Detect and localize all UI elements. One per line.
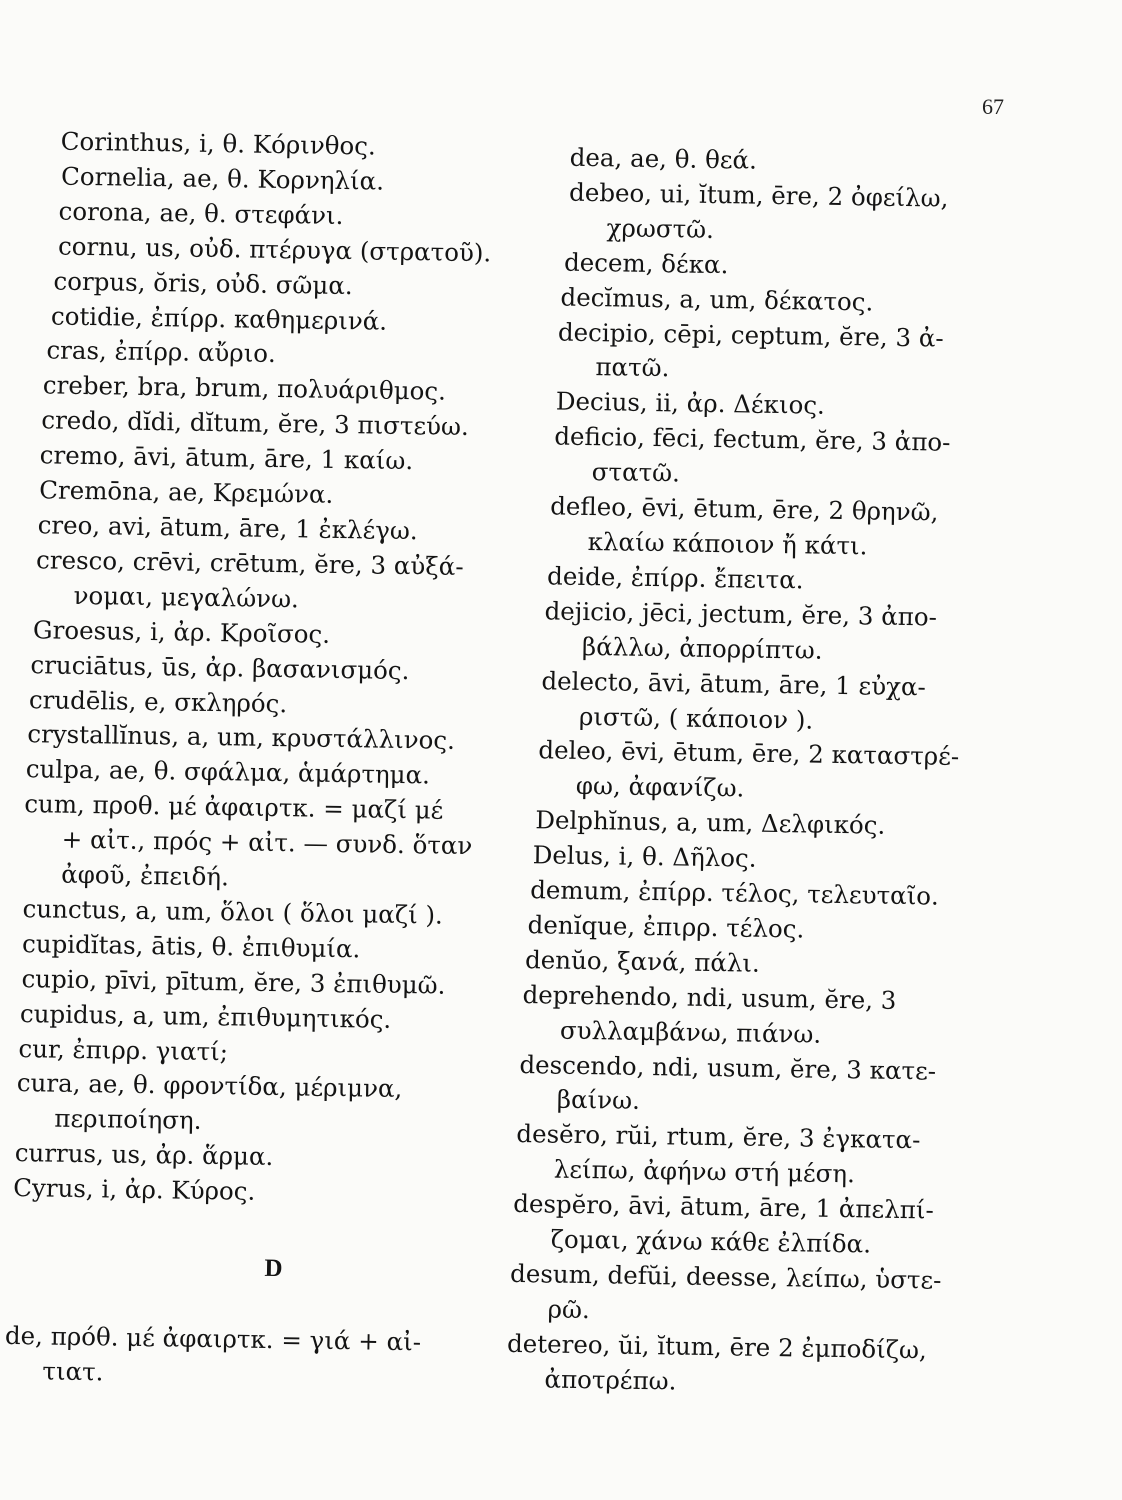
- entry-text: Delphĭnus, a, um, Δελφικός.: [535, 805, 886, 840]
- entry-text: corona, ae, θ. στεφάνι.: [58, 196, 344, 230]
- entry-continuation: συλλαμβάνω, πιάνω.: [559, 1015, 822, 1049]
- entry-continuation: + αἰτ., πρός + αἰτ. — συνδ. ὅταν: [61, 824, 473, 861]
- entry-text: demum, ἐπίρρ. τέλος, τελευταῖο.: [529, 875, 940, 911]
- entry-text: cura, ae, θ. φροντίδα, μέριμνα,: [16, 1068, 403, 1104]
- entry-continuation: ζομαι, χάνω κάθε ἐλπίδα.: [550, 1224, 872, 1259]
- entry-continuation: ρῶ.: [547, 1294, 591, 1325]
- entry-text: cornu, us, οὐδ. πτέρυγα (στρατοῦ).: [57, 231, 492, 268]
- entry-continuation: τιατ.: [42, 1356, 104, 1387]
- right-column: [506, 140, 1018, 1404]
- entry-text: cremo, āvi, ātum, āre, 1 καίω.: [39, 440, 414, 476]
- entry-continuation: ἀφοῦ, ἐπειδή.: [60, 859, 230, 892]
- entry-text: debeo, ui, ĭtum, ēre, 2 ὀφείλω,: [568, 177, 949, 213]
- entry-text: cunctus, a, um, ὅλοι ( ὅλοι μαζί ).: [22, 894, 444, 930]
- dictionary-entry: [524, 175, 1017, 253]
- entry-text: delecto, āvi, ātum, āre, 1 εὐχα-: [541, 665, 927, 701]
- entry-text: Cornelia, ae, θ. Κορνηλία.: [60, 161, 385, 196]
- left-column: [4, 124, 529, 1397]
- dictionary-entry: [511, 1047, 1004, 1125]
- entry-continuation: ἀποτρέπω.: [544, 1364, 677, 1396]
- entry-text: cupidĭtas, ātis, θ. ἐπιθυμία.: [21, 928, 361, 964]
- dictionary-entry: [517, 664, 1010, 742]
- entry-text: Delus, i, θ. Δῆλος.: [532, 840, 757, 873]
- entry-text: denĭque, ἐπιρρ. τέλος.: [527, 910, 805, 944]
- entry-text: culpa, ae, θ. σφάλμα, ἁμάρτημα.: [25, 754, 431, 790]
- dictionary-entry: [16, 543, 522, 621]
- entry-text: decĭmus, a, um, δέκατος.: [560, 282, 874, 317]
- entry-text: currus, us, ἀρ. ἅρμα.: [14, 1138, 274, 1172]
- dictionary-entry: [4, 1319, 510, 1397]
- dictionary-entry: [516, 733, 1009, 811]
- entry-text: Cyrus, i, ἀρ. Κύρος.: [13, 1173, 256, 1206]
- entry-text: dea, ae, θ. θεά.: [569, 142, 758, 175]
- dictionary-entry: [521, 419, 1014, 497]
- entry-text: crystallĭnus, a, um, κρυστάλλινος.: [27, 719, 456, 756]
- entry-continuation: λείπω, ἀφήνω στή μέση.: [553, 1154, 856, 1189]
- dictionary-entry: [519, 489, 1012, 567]
- dictionary-entry: [508, 1187, 1001, 1265]
- dictionary-entry: [506, 1327, 999, 1405]
- dictionary-entry: [8, 1066, 514, 1144]
- entry-continuation: κλαίω κάποιον ἤ κάτι.: [587, 526, 868, 561]
- entry-text: Corinthus, i, θ. Κόρινθος.: [60, 126, 377, 161]
- entry-text: defleo, ēvi, ētum, ēre, 2 θρηνῶ,: [550, 491, 939, 527]
- entry-text: Groesus, i, ἀρ. Κροῖσος.: [32, 614, 331, 649]
- entry-text: detereo, ŭi, ĭtum, ēre 2 ἐμποδίζω,: [506, 1328, 927, 1365]
- entry-text: credo, dĭdi, dĭtum, ĕre, 3 πιστεύω.: [41, 405, 470, 442]
- entry-text: creo, avi, ātum, āre, 1 ἐκλέγω.: [37, 510, 418, 546]
- entry-text: crudēlis, e, σκληρός.: [28, 684, 288, 718]
- entry-text: desĕro, rŭi, rtum, ĕre, 3 ἐγκατα-: [516, 1119, 921, 1155]
- dictionary-entry: [507, 1257, 1000, 1335]
- dictionary-entry: [522, 315, 1015, 393]
- entry-text: despĕro, āvi, ātum, āre, 1 ἀπελπί-: [513, 1189, 934, 1225]
- entry-continuation: βαίνω.: [556, 1085, 641, 1116]
- entry-text: cresco, crēvi, crētum, ĕre, 3 αὐξά-: [35, 545, 464, 581]
- dictionary-entry: [510, 1117, 1003, 1195]
- entry-continuation: πατῶ.: [595, 352, 670, 383]
- entry-text: cupidus, a, um, ἐπιθυμητικός.: [19, 998, 392, 1034]
- section-letter-heading: D: [264, 1255, 283, 1283]
- page-number: 67: [982, 94, 1004, 119]
- entry-text: decem, δέκα.: [563, 247, 729, 279]
- entry-continuation: νομαι, μεγαλώνω.: [73, 580, 300, 614]
- dictionary-entry: [12, 787, 518, 865]
- entry-text: cruciātus, ūs, ἀρ. βασανισμός.: [30, 649, 410, 685]
- entry-text: cur, ἐπιρρ. γιατί;: [18, 1033, 229, 1066]
- entry-continuation: βάλλω, ἀπορρίπτω.: [581, 631, 823, 665]
- entry-text: cum, προθ. μέ ἀφαιρτκ. = μαζί μέ: [24, 789, 444, 825]
- entry-text: denŭo, ξανά, πάλι.: [524, 944, 761, 978]
- entry-text: deprehendo, ndi, usum, ĕre, 3: [522, 979, 897, 1015]
- entry-continuation: στατῶ.: [591, 457, 681, 488]
- entry-text: desum, defŭi, deesse, λείπω, ὑστε-: [509, 1258, 942, 1295]
- entry-text: corpus, ŏris, οὐδ. σῶμα.: [53, 266, 353, 300]
- entry-text: cotidie, ἐπίρρ. καθημερινά.: [50, 300, 388, 336]
- dictionary-entry: [518, 594, 1011, 672]
- entry-text: de, πρόθ. μέ ἀφαιρτκ. = γιά + αἰ-: [4, 1320, 422, 1357]
- entry-text: cupio, pīvi, pītum, ĕre, 3 ἐπιθυμῶ.: [21, 963, 446, 1000]
- entry-text: deficio, fēci, fectum, ĕre, 3 ἀπο-: [554, 421, 951, 457]
- entry-continuation: ριστῶ, ( κάποιον ).: [578, 701, 814, 735]
- entry-text: decipio, cēpi, ceptum, ĕre, 3 ἀ-: [557, 317, 944, 353]
- entry-continuation: χρωστῶ.: [606, 213, 715, 244]
- entry-text: deleo, ēvi, ētum, ēre, 2 καταστρέ-: [538, 735, 960, 772]
- entry-continuation: περιποίηση.: [54, 1103, 202, 1136]
- entry-text: creber, bra, brum, πολυάριθμος.: [42, 370, 447, 407]
- entry-text: deide, ἐπίρρ. ἔπειτα.: [546, 561, 804, 595]
- entry-text: descendo, ndi, usum, ĕre, 3 κατε-: [519, 1049, 937, 1086]
- dictionary-entry: [7, 1171, 512, 1214]
- entry-text: Decius, ii, ἀρ. Δέκιος.: [555, 386, 826, 421]
- entry-text: cras, ἐπίρρ. αὔριο.: [46, 335, 277, 369]
- entry-text: dejicio, jēci, jectum, ĕre, 3 ἀπο-: [544, 596, 938, 632]
- entry-text: Cremōna, ae, Κρεμώνα.: [39, 475, 334, 509]
- dictionary-entry: [512, 978, 1005, 1056]
- entry-continuation: φω, ἀφανίζω.: [575, 771, 745, 803]
